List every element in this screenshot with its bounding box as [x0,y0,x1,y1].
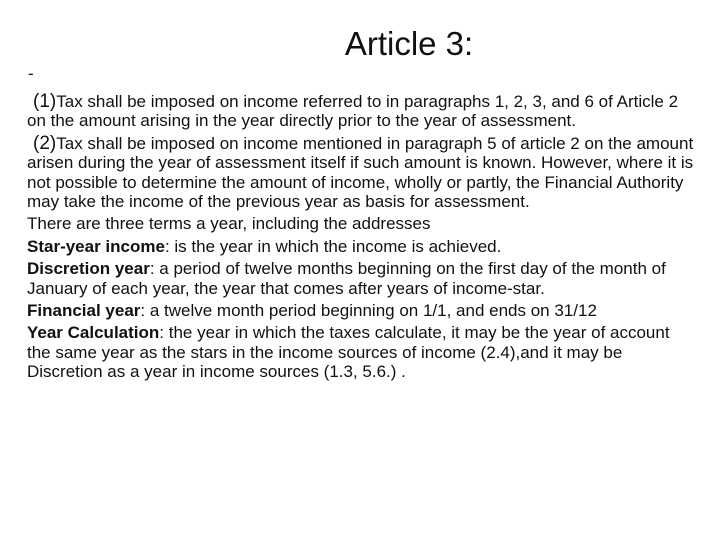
paragraph-1 [27,92,695,131]
term-label: Star-year income [27,236,165,256]
term-label: Financial year [27,301,141,321]
article-body [27,92,695,382]
paragraph-text: Tax shall be imposed on income referred to in paragraphs 1, 2, 3, and 6 of Article 2 on the amount arising in the year directly prior to the year of assessment. [27,92,679,131]
paragraph-2 [27,134,695,212]
paragraph-number: (2) [33,132,57,154]
term-label: Year Calculation [27,323,160,343]
term-label: Discretion year [27,259,150,279]
terms-intro: There are three terms a year, including the addresses [27,214,431,234]
term-definition: : the year in which the taxes calculate, it may be the year of account the same year as the stars in the income sources of income (2.4),and it may be Discretion as a year in income sources (1.3, 5.6.) . [27,323,670,382]
term-discretion-year [27,259,695,298]
paragraph-number: (1) [33,91,57,112]
page-title: Article 3: [344,25,474,62]
paragraph-text: Tax shall be imposed on income mentioned in paragraph 5 of article 2 on the amount arisen during the year of assessment itself if such amount is known. However, where it is not possible to determine the amount of income, wholly or partly, the Financial Authority may take the income of the previous year as basis for assessment. [27,133,694,212]
dash-marker: - [28,64,34,83]
term-star-year-income [27,237,695,256]
term-definition: : is the year in which the income is achieved. [164,236,502,256]
term-definition: : a period of twelve months beginning on the first day of the month of January of each year, the year that comes after years of income-star. [27,259,666,298]
term-year-calculation [27,323,695,381]
term-definition: : a twelve month period beginning on 1/1, and ends on 31/12 [140,301,597,321]
term-financial-year [27,301,695,320]
